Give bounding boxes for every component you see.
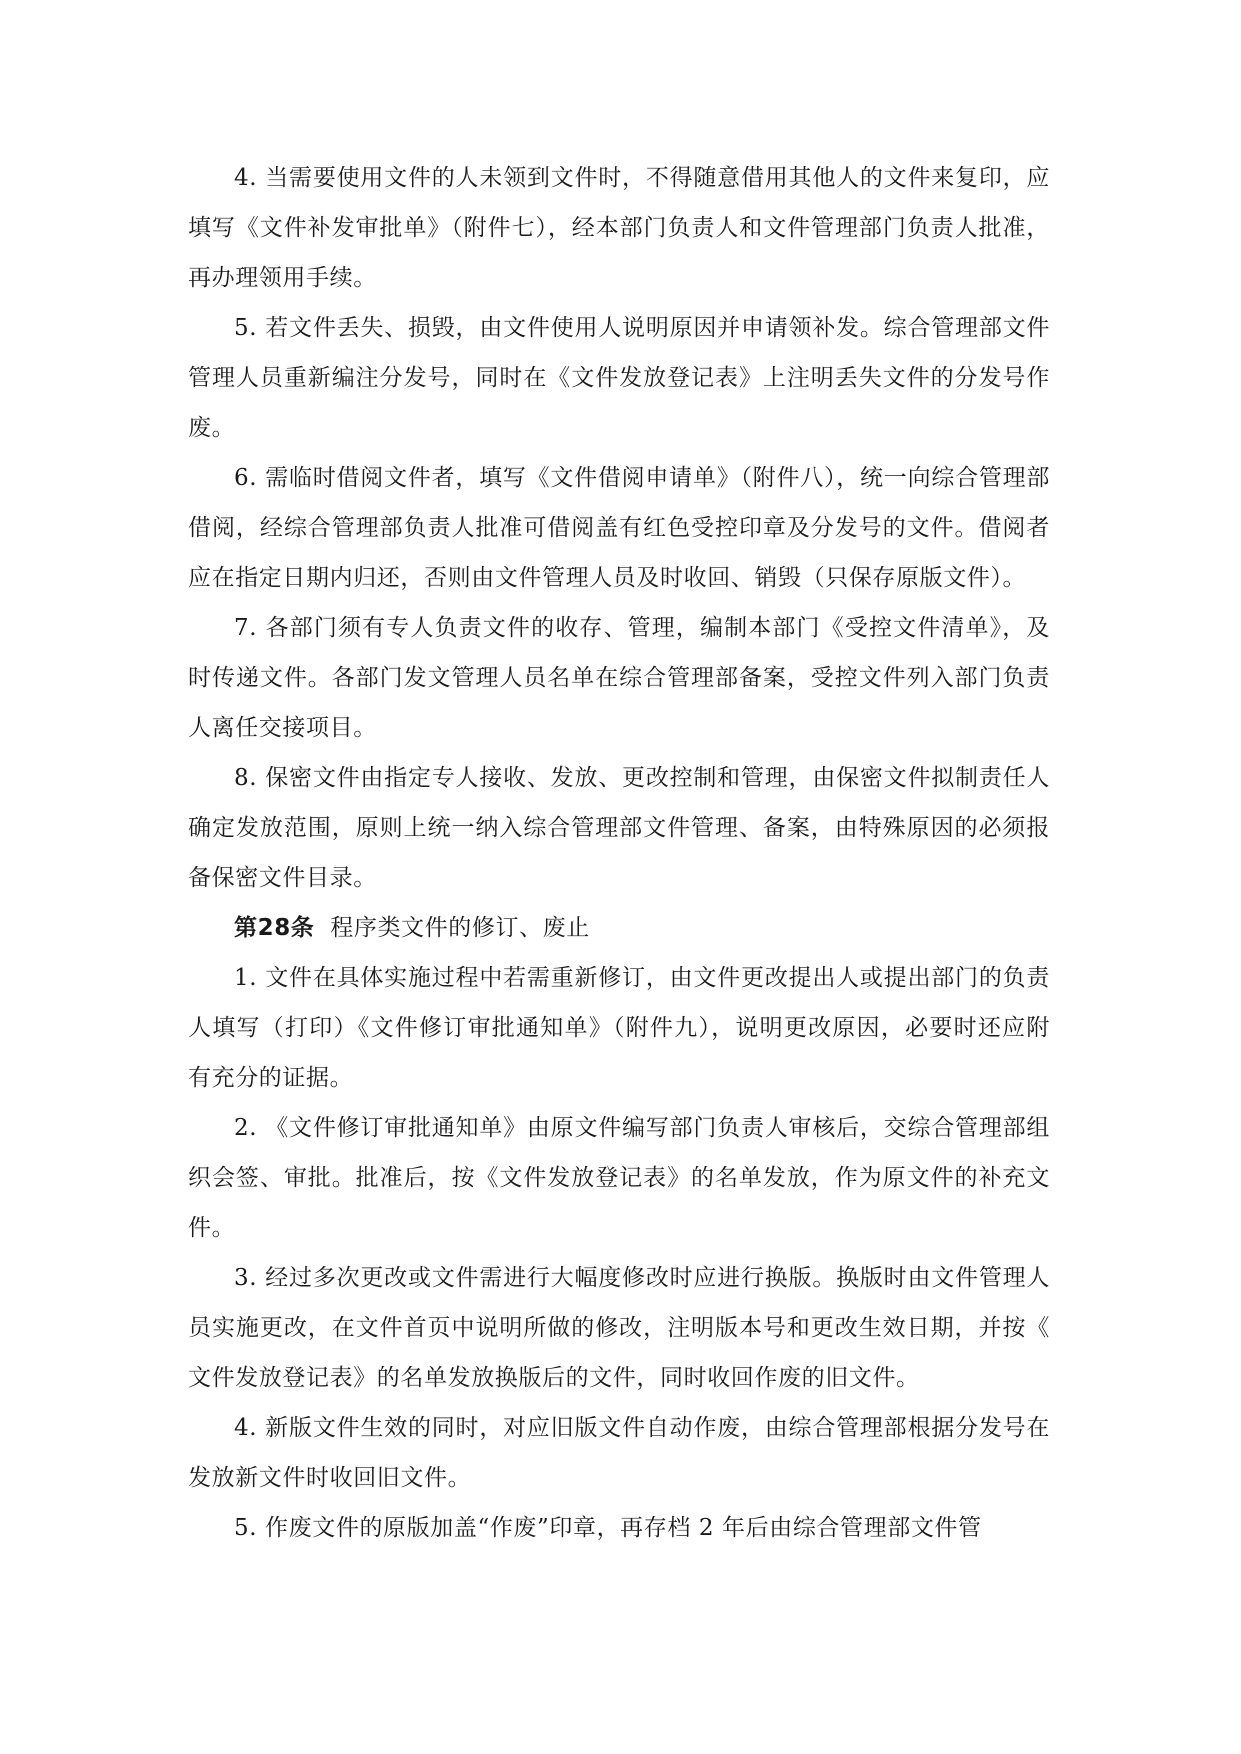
paragraph-item-5: 5. 若文件丢失、损毁，由文件使用人说明原因并申请领补发。综合管理部文件管理人员重新编注分发号，同时在《文件发放登记表》上注明丢失文件的分发号作废。 [188, 315, 1050, 441]
paragraph-item-6: 6. 需临时借阅文件者，填写《文件借阅申请单》（附件八），统一向综合管理部借阅，经综合管理部负责人批准可借阅盖有红色受控印章及分发号的文件。借阅者应在指定日期内归还，否则由文件管理人员及时收回、销毁（只保存原版文件）。 [188, 465, 1050, 591]
article-paragraph-4: 4. 新版文件生效的同时，对应旧版文件自动作废，由综合管理部根据分发号在发放新文件时收回旧文件。 [188, 1415, 1050, 1491]
article-paragraph-5: 5. 作废文件的原版加盖“作废”印章，再存档 2 年后由综合管理部文件管 [234, 1515, 982, 1541]
article-paragraph-2: 2. 《文件修订审批通知单》由原文件编写部门负责人审核后，交综合管理部组织会签、审批。批准后，按《文件发放登记表》的名单发放，作为原文件的补充文件。 [188, 1115, 1050, 1241]
document-body [188, 153, 1050, 1553]
paragraph-item-8: 8. 保密文件由指定专人接收、发放、更改控制和管理，由保密文件拟制责任人确定发放范围，原则上统一纳入综合管理部文件管理、备案，由特殊原因的必须报备保密文件目录。 [188, 765, 1050, 891]
paragraph-item-7: 7. 各部门须有专人负责文件的收存、管理，编制本部门《受控文件清单》，及时传递文件。各部门发文管理人员名单在综合管理部备案，受控文件列入部门负责人离任交接项目。 [188, 615, 1050, 741]
paragraph-item-4: 4. 当需要使用文件的人未领到文件时，不得随意借用其他人的文件来复印，应填写《文件补发审批单》（附件七），经本部门负责人和文件管理部门负责人批准，再办理领用手续。 [188, 165, 1050, 291]
article-paragraph-1: 1. 文件在具体实施过程中若需重新修订，由文件更改提出人或提出部门的负责人填写（打印）《文件修订审批通知单》（附件九），说明更改原因，必要时还应附有充分的证据。 [188, 965, 1050, 1091]
article-heading [188, 903, 1050, 953]
article-paragraph-3: 3. 经过多次更改或文件需进行大幅度修改时应进行换版。换版时由文件管理人员实施更改，在文件首页中说明所做的修改，注明版本号和更改生效日期，并按《文件发放登记表》的名单发放换版后的文件，同时收回作废的旧文件。 [188, 1265, 1050, 1391]
article-number: 第28条 [234, 915, 315, 941]
article-title: 程序类文件的修订、废止 [330, 915, 590, 941]
